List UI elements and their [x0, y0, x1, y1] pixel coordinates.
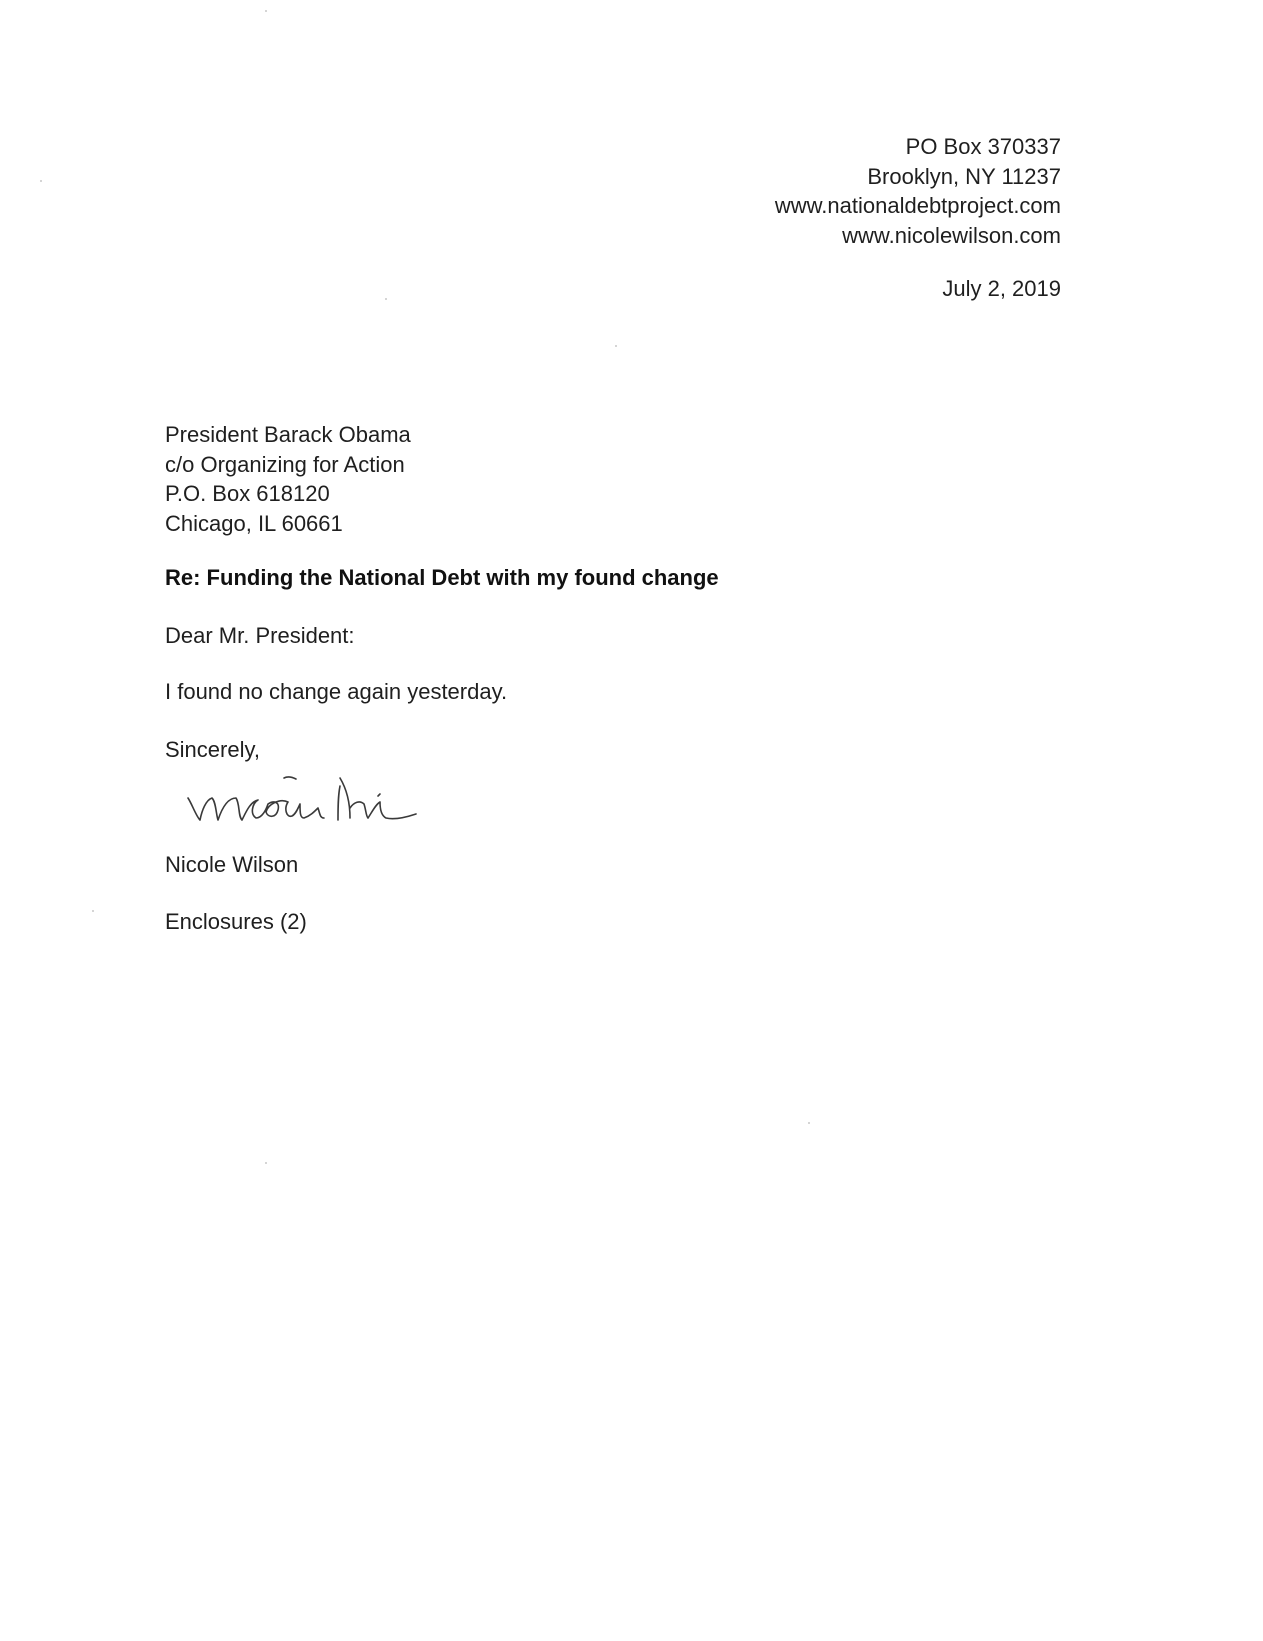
return-address-line: Brooklyn, NY 11237	[867, 163, 1061, 189]
subject-line: Re: Funding the National Debt with my found change	[165, 565, 719, 590]
return-address-line: PO Box 370337	[905, 134, 1061, 159]
signer-name: Nicole Wilson	[165, 852, 299, 877]
letter-body: I found no change again yesterday.	[165, 679, 508, 704]
recipient-line: P.O. Box 618120	[165, 481, 330, 506]
scan-speck	[265, 10, 267, 12]
scan-speck	[385, 298, 387, 300]
return-address	[541, 132, 1061, 250]
website-line: www.nicolewilson.com	[842, 222, 1061, 248]
closing: Sincerely,	[165, 737, 260, 762]
recipient-line: c/o Organizing for Action	[165, 451, 405, 477]
scan-speck	[92, 910, 94, 912]
recipient-line: Chicago, IL 60661	[165, 510, 343, 536]
scan-speck	[265, 1162, 267, 1164]
recipient-name: President Barack Obama	[165, 422, 411, 447]
handwritten-signature	[180, 768, 430, 834]
scan-speck	[40, 180, 42, 182]
website-line: www.nationaldebtproject.com	[774, 193, 1061, 218]
salutation: Dear Mr. President:	[165, 623, 355, 648]
scan-speck	[615, 345, 617, 347]
recipient-address	[165, 420, 411, 538]
letter-date: July 2, 2019	[942, 276, 1061, 301]
scan-speck	[808, 1122, 810, 1124]
enclosures-note: Enclosures (2)	[165, 909, 307, 934]
